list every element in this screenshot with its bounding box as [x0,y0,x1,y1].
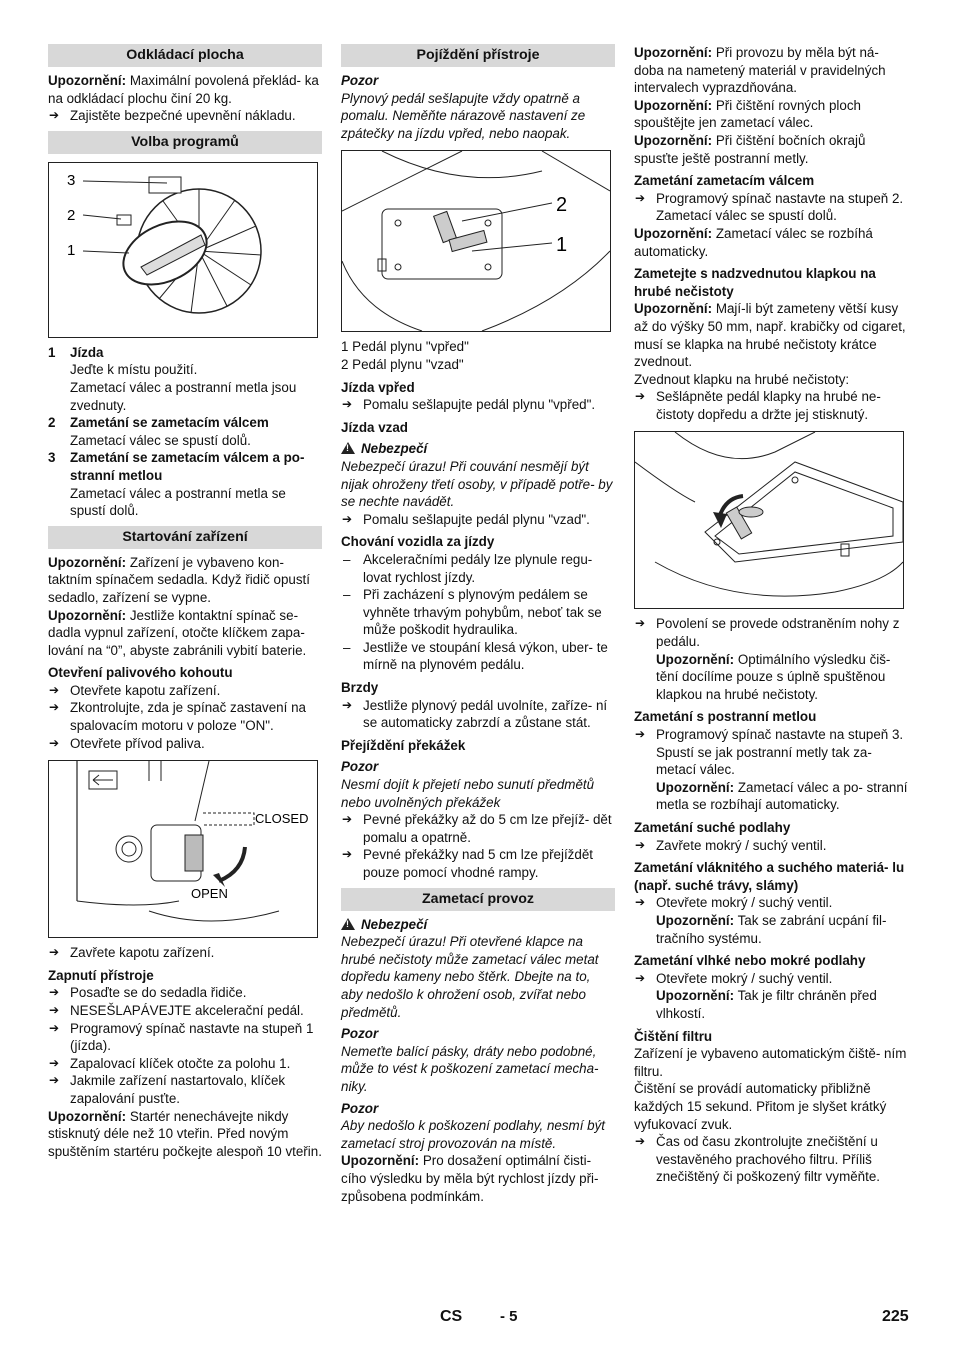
fuel-step-1: ➔ Otevřete kapotu zařízení. [48,682,322,700]
fibrous-step: ➔ Otevřete mokrý / suchý ventil. [634,894,908,912]
heading-side-brush: Zametání s postranní metlou [634,709,817,725]
footer-section-page: - 5 [500,1308,518,1325]
obstacle-step-1: ➔ Pevné překážky až do 5 cm lze přejíž- dět pomalu a opatrně. [341,811,615,846]
dial-label-1: 1 [67,241,76,259]
filter-text-2: Čištění se provádí automaticky přibližně každých 15 sekund. Přitom je slyšet krátký vyfukovací zvuk. [634,1081,887,1132]
pedal-label-2: 2 [556,194,568,217]
caution-text-1: Plynový pedál sešlapujte vždy opatrně a pomalu. Neměňte nárazově nastavení ze zpátečky na jízdu vpřed, nebo naopak. [341,90,586,141]
note-edges: Upozornění: Při čištění bočních okrajů spusťte ještě postranní metly. [634,132,866,166]
note-fibrous: Upozornění: Tak se zabrání ucpání fil- tračního systému. [656,912,887,946]
fuel-step-2: ➔ Zkontrolujte, zda je spínač zastavení na spalovacím motoru v poloze "ON". [48,699,322,734]
on-step-4: ➔ Zapalovací klíček otočte za polohu 1. [48,1055,322,1073]
on-step-5: ➔ Jakmile zařízení nastartovalo, klíček zapalování pusťte. [48,1072,322,1107]
heading-flap: Zametejte s nadzvednutou klapkou na hrubé nečistoty [634,266,876,299]
legend-1-text-1: Jeďte k místu použití. [70,362,198,378]
danger-text-reverse: Nebezpečí úrazu! Při couvání nesmějí být nijak ohroženy třetí osoby, v případě potře- by se nechte navádět. [341,458,613,510]
note-speed: Upozornění: Pro dosažení optimální čisti- cího výsledku by měla být rychlost jízdy při- způsobena podmínkám. [341,1153,599,1204]
pedal-legend-1: 1 Pedál plynu "vpřed" [341,339,469,355]
filter-text-1: Zařízení je vybaveno automatickým čiště- ním filtru. [634,1046,907,1079]
note-starter: Upozornění: Startér nenechávejte nikdy stisknutý déle než 10 vteřin. Před novým spuštěním startéru počkejte alespoň 10 vteřin. [48,1108,322,1159]
caution-label-floor: Pozor [341,1100,379,1116]
heading-fuel-valve: Otevření palivového kohoutu [48,665,233,681]
label-closed: CLOSED [255,811,309,827]
legend-item-3: 3 Zametání se zametacím válcem a po- stranní metlou [48,450,305,483]
note-wet-floor: Upozornění: Tak je filtr chráněn před vlhkostí. [656,988,877,1021]
flap-pedal-figure [634,431,904,609]
flap-lift-text: Zvednout klapku na hrubé nečistoty: [634,371,850,387]
program-dial-figure [48,162,318,338]
wet-floor-step: ➔ Otevřete mokrý / suchý ventil. [634,970,908,988]
pedal-figure [341,150,611,332]
note-release: Upozornění: Optimálního výsledku čiš- tění docílíme pouze s úplně spuštěnou klapkou na hrubé nečistoty. [656,651,891,702]
section-header-sweeping: Zametací provoz [341,888,615,911]
obstacle-step-2: ➔ Pevné překážky nad 5 cm lze přejíždět pouze pomocí vhodné rampy. [341,846,615,881]
pedal-svg [342,151,610,331]
behaviour-item-3: – Jestliže ve stoupání klesá výkon, uber- te mírně na plynovém pedálu. [341,639,615,674]
section-header-driving: Pojíždění přístroje [341,44,615,67]
heading-dry-floor: Zametání suché podlahy [634,820,791,835]
caution-label-1: Pozor [341,73,379,88]
section-header-start: Startování zařízení [48,526,322,549]
note-empty-container: Upozornění: Při provozu by měla být ná- doba na nametený materiál v pravidelných intervalech vyprazdňována. [634,45,886,96]
on-step-3: ➔ Programový spínač nastavte na stupeň 1 (jízda). [48,1020,322,1055]
legend-1-text-2: Zametací válec a postranní metla jsou zvednuty. [70,379,297,413]
column-2 [341,44,615,1205]
step-close-hood: ➔ Zavřete kapotu zařízení. [48,944,322,962]
heading-brakes: Brzdy [341,680,379,696]
reverse-step: ➔ Pomalu sešlapujte pedál plynu "vzad". [341,511,615,529]
legend-2-text: Zametací válec se spustí dolů. [70,432,251,448]
on-step-2: ➔ NESEŠLAPÁVEJTE akcelerační pedál. [48,1002,322,1020]
section-header-programs: Volba programů [48,131,322,154]
dial-label-2: 2 [67,206,76,224]
note-flap: Upozornění: Mají-li být zameteny větší kusy až do výšky 50 mm, např. krabičky od cigaret, musí se klapka na hrubé nečistoty krátce zvednout. [634,301,906,370]
roller-step: ➔ Programový spínač nastavte na stupeň 2. Zametací válec se spustí dolů. [634,190,908,225]
danger-label-sweeping: !Nebezpečí [341,916,615,934]
column-3 [634,44,908,1186]
heading-roller: Zametání zametacím válcem [634,173,815,189]
heading-obstacles: Přejíždění překážek [341,737,466,753]
pedal-legend-2: 2 Pedál plynu "vzad" [341,356,464,372]
step-secure-load: ➔ Zajistěte bezpečné upevnění nákladu. [48,107,322,125]
behaviour-item-2: – Při zacházení s plynovým pedálem se vyhněte trhavým pohybům, neboť tak se může poškodit hydraulika. [341,586,615,639]
caution-text-floor: Aby nedošlo k poškození podlahy, nesmí být zametací stroj provozován na místě. [341,1118,606,1151]
note-storage: Upozornění: Maximální povolená překlád- ka na odkládací plochu činí 20 kg. [48,73,319,106]
footer-page-number: 225 [882,1308,909,1325]
section-header-storage: Odkládací plocha [48,44,322,67]
caution-text-straps: Nemeťte balící pásky, dráty nebo podobné, může to vést k poškození zametací mecha- niky. [341,1043,599,1094]
danger-text-sweeping: Nebezpečí úrazu! Při otevřené klapce na hrubé nečistoty může zametací válec metat dopředu kameny nebo štěrk. Dbejte na to, aby nedošlo k ohrožení osob, zvířat nebo předmětů. [341,934,599,1020]
legend-item-1: 1 Jízda [48,344,104,360]
note-side-brush: Upozornění: Zametací válec a po- stranní metla se rozbíhají automaticky. [656,779,908,813]
heading-filter: Čištění filtru [634,1028,713,1044]
legend-item-2: 2 Zametání se zametacím válcem [48,415,269,431]
pedal-label-1: 1 [556,234,568,257]
label-open: OPEN [191,886,228,902]
flap-pedal-svg [635,432,903,608]
flap-step: ➔ Sešlápněte pedál klapky na hrubé ne- čistoty dopředu a držte jej stisknutý. [634,388,908,423]
note-roller: Upozornění: Zametací válec se rozbíhá automaticky. [634,225,873,259]
warning-icon [341,442,355,454]
caution-text-obstacles: Nesmí dojít k přejetí nebo sunutí předmětů nebo uvolněných překážek [341,777,595,810]
heading-fibrous: Zametání vláknitého a suchého materiá- lu (např. suché trávy, slámy) [634,860,905,893]
heading-wet-floor: Zametání vlhké nebo mokré podlahy [634,953,866,969]
heading-reverse: Jízda vzad [341,419,408,435]
caution-label-straps: Pozor [341,1026,379,1042]
warning-icon [341,918,355,930]
fuel-step-3: ➔ Otevřete přívod paliva. [48,735,322,753]
behaviour-item-1: – Akceleračními pedály lze plynule regu- lovat rychlost jízdy. [341,551,615,586]
heading-behaviour: Chování vozidla za jízdy [341,534,495,550]
note-battery: Upozornění: Jestliže kontaktní spínač se- dadla vypnul zařízení, otočte klíčkem zapa- lování na “0”, abyste zabránili vybití baterie. [48,607,307,658]
danger-label-reverse: !Nebezpečí [341,440,615,458]
dial-label-3: 3 [67,171,76,189]
fuel-valve-figure [48,760,318,938]
note-seat-switch: Upozornění: Zařízení je vybaveno kon- taktním spínačem sedadla. Když řidič opustí sedadlo, zařízení se vypne. [48,554,310,605]
caution-label-obstacles: Pozor [341,759,379,775]
brake-step: ➔ Jestliže plynový pedál uvolníte, zaříze- ní se automaticky zabrzdí a zůstane stát. [341,697,615,732]
release-step: ➔ Povolení se provede odstraněním nohy z pedálu. [634,615,908,650]
filter-step: ➔ Čas od času zkontrolujte znečištění u vestavěného prachového filtru. Příliš znečištěný či poškozený filtr vyměňte. [634,1133,908,1186]
on-step-1: ➔ Posaďte se do sedadla řidiče. [48,984,322,1002]
column-1 [48,44,322,1160]
note-flat-surfaces: Upozornění: Při čištění rovných ploch spouštějte jen zametací válec. [634,97,861,131]
dry-floor-step: ➔ Zavřete mokrý / suchý ventil. [634,837,908,855]
program-dial-svg [49,163,317,337]
footer-language: CS [440,1308,463,1325]
fuel-valve-svg [49,761,317,937]
heading-switch-on: Zapnutí přístroje [48,967,154,983]
forward-step: ➔ Pomalu sešlapujte pedál plynu "vpřed". [341,396,615,414]
side-brush-step: ➔ Programový spínač nastavte na stupeň 3. Spustí se jak postranní metly tak za- metací válec. [634,726,908,779]
heading-forward: Jízda vpřed [341,379,415,395]
legend-3-text: Zametací válec a postranní metla se spustí dolů. [70,485,286,519]
